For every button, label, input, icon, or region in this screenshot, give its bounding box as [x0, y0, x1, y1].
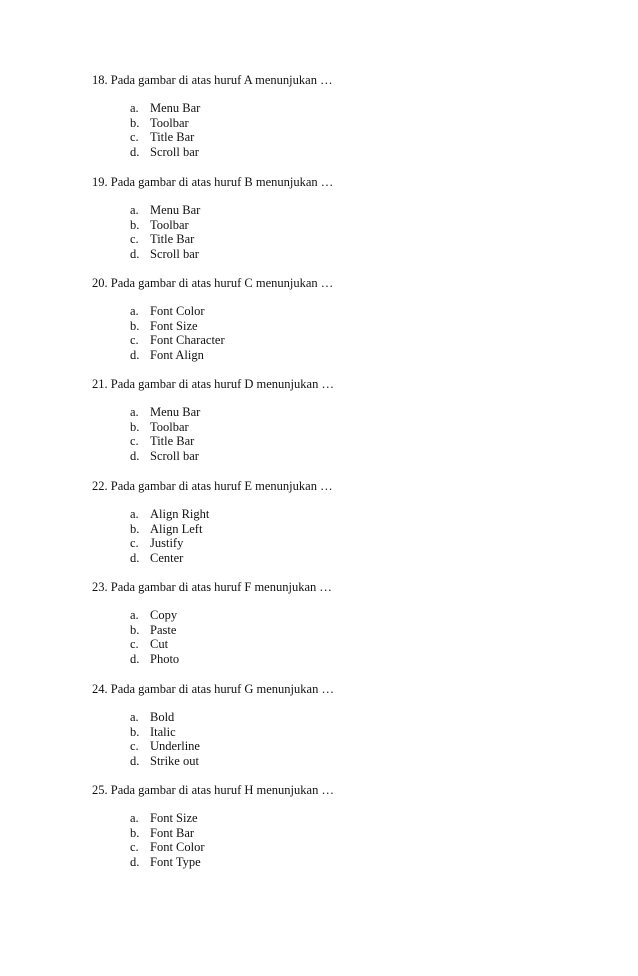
option-letter: d.	[130, 449, 140, 464]
option-d	[92, 551, 612, 566]
option-c	[92, 536, 612, 551]
option-a	[92, 710, 612, 725]
option-a	[92, 101, 612, 116]
option-b	[92, 420, 612, 435]
options-list	[92, 203, 612, 262]
option-text: Toolbar	[150, 419, 189, 434]
option-letter: c.	[130, 840, 139, 855]
option-text: Font Color	[150, 304, 205, 318]
option-c	[92, 232, 612, 247]
option-a	[92, 405, 612, 420]
option-letter: a.	[130, 304, 139, 318]
option-text: Title Bar	[150, 434, 195, 449]
option-d	[92, 652, 612, 667]
options-list	[92, 405, 612, 464]
option-d	[92, 348, 612, 363]
options-list	[92, 608, 612, 667]
option-text: Paste	[150, 622, 177, 637]
option-letter: c.	[130, 130, 139, 145]
question-25	[92, 783, 612, 870]
question-text: 21. Pada gambar di atas huruf D menunjukan …	[92, 377, 334, 391]
question-18	[92, 73, 612, 160]
option-letter: c.	[130, 536, 139, 551]
option-letter: d.	[130, 652, 140, 667]
option-c	[92, 637, 612, 652]
option-b	[92, 826, 612, 841]
option-letter: b.	[130, 115, 140, 130]
option-text: Toolbar	[150, 115, 189, 130]
option-text: Italic	[150, 724, 176, 739]
option-text: Copy	[150, 608, 178, 622]
question-23	[92, 580, 612, 667]
option-b	[92, 522, 612, 537]
option-letter: b.	[130, 419, 140, 434]
option-letter: b.	[130, 318, 140, 333]
option-text: Font Type	[150, 855, 201, 870]
option-text: Menu Bar	[150, 101, 201, 115]
question-text: 25. Pada gambar di atas huruf H menunjukan …	[92, 783, 334, 797]
option-b	[92, 116, 612, 131]
question-21	[92, 377, 612, 464]
option-c	[92, 333, 612, 348]
option-d	[92, 247, 612, 262]
option-text: Font Align	[150, 348, 204, 363]
option-text: Align Right	[150, 507, 210, 521]
option-letter: c.	[130, 637, 139, 652]
options-list	[92, 710, 612, 769]
option-text: Font Color	[150, 840, 205, 855]
option-text: Cut	[150, 637, 169, 652]
question-text: 22. Pada gambar di atas huruf E menunjukan …	[92, 479, 333, 493]
question-text: 20. Pada gambar di atas huruf C menunjukan …	[92, 276, 334, 290]
option-letter: b.	[130, 622, 140, 637]
option-a	[92, 811, 612, 826]
option-letter: a.	[130, 203, 139, 217]
option-text: Justify	[150, 536, 184, 551]
option-b	[92, 319, 612, 334]
option-letter: a.	[130, 811, 139, 825]
options-list	[92, 811, 612, 870]
option-letter: b.	[130, 724, 140, 739]
option-text: Scroll bar	[150, 145, 199, 160]
option-b	[92, 725, 612, 740]
option-letter: d.	[130, 855, 140, 870]
options-list	[92, 507, 612, 566]
option-b	[92, 623, 612, 638]
option-letter: d.	[130, 145, 140, 160]
option-letter: d.	[130, 551, 140, 566]
option-letter: a.	[130, 101, 139, 115]
option-letter: c.	[130, 232, 139, 247]
option-a	[92, 507, 612, 522]
option-a	[92, 203, 612, 218]
question-20	[92, 276, 612, 363]
option-text: Center	[150, 551, 184, 566]
option-letter: a.	[130, 710, 139, 724]
option-c	[92, 130, 612, 145]
option-letter: d.	[130, 754, 140, 769]
option-letter: c.	[130, 333, 139, 348]
question-19	[92, 175, 612, 262]
option-letter: a.	[130, 405, 139, 419]
option-text: Title Bar	[150, 232, 195, 247]
option-letter: b.	[130, 217, 140, 232]
option-text: Underline	[150, 739, 200, 754]
option-text: Font Bar	[150, 825, 195, 840]
option-text: Scroll bar	[150, 247, 199, 262]
option-text: Bold	[150, 710, 175, 724]
option-d	[92, 145, 612, 160]
question-24	[92, 682, 612, 769]
question-text: 18. Pada gambar di atas huruf A menunjukan …	[92, 73, 333, 87]
option-text: Toolbar	[150, 217, 189, 232]
option-c	[92, 434, 612, 449]
option-letter: c.	[130, 739, 139, 754]
option-text: Scroll bar	[150, 449, 199, 464]
option-text: Font Size	[150, 318, 198, 333]
option-text: Font Size	[150, 811, 198, 825]
option-letter: c.	[130, 434, 139, 449]
question-text: 23. Pada gambar di atas huruf F menunjukan …	[92, 580, 332, 594]
option-text: Title Bar	[150, 130, 195, 145]
question-22	[92, 479, 612, 566]
option-text: Align Left	[150, 521, 203, 536]
option-text: Photo	[150, 652, 180, 667]
option-letter: d.	[130, 348, 140, 363]
option-d	[92, 855, 612, 870]
option-a	[92, 608, 612, 623]
question-text: 19. Pada gambar di atas huruf B menunjukan …	[92, 175, 334, 189]
option-letter: b.	[130, 825, 140, 840]
question-text: 24. Pada gambar di atas huruf G menunjukan …	[92, 682, 334, 696]
option-b	[92, 218, 612, 233]
option-letter: d.	[130, 247, 140, 262]
option-c	[92, 739, 612, 754]
option-text: Menu Bar	[150, 203, 201, 217]
option-text: Font Character	[150, 333, 225, 348]
option-d	[92, 449, 612, 464]
option-letter: a.	[130, 608, 139, 622]
option-text: Strike out	[150, 754, 199, 769]
options-list	[92, 304, 612, 363]
option-d	[92, 754, 612, 769]
option-letter: a.	[130, 507, 139, 521]
option-a	[92, 304, 612, 319]
option-letter: b.	[130, 521, 140, 536]
option-c	[92, 840, 612, 855]
option-text: Menu Bar	[150, 405, 201, 419]
options-list	[92, 101, 612, 160]
